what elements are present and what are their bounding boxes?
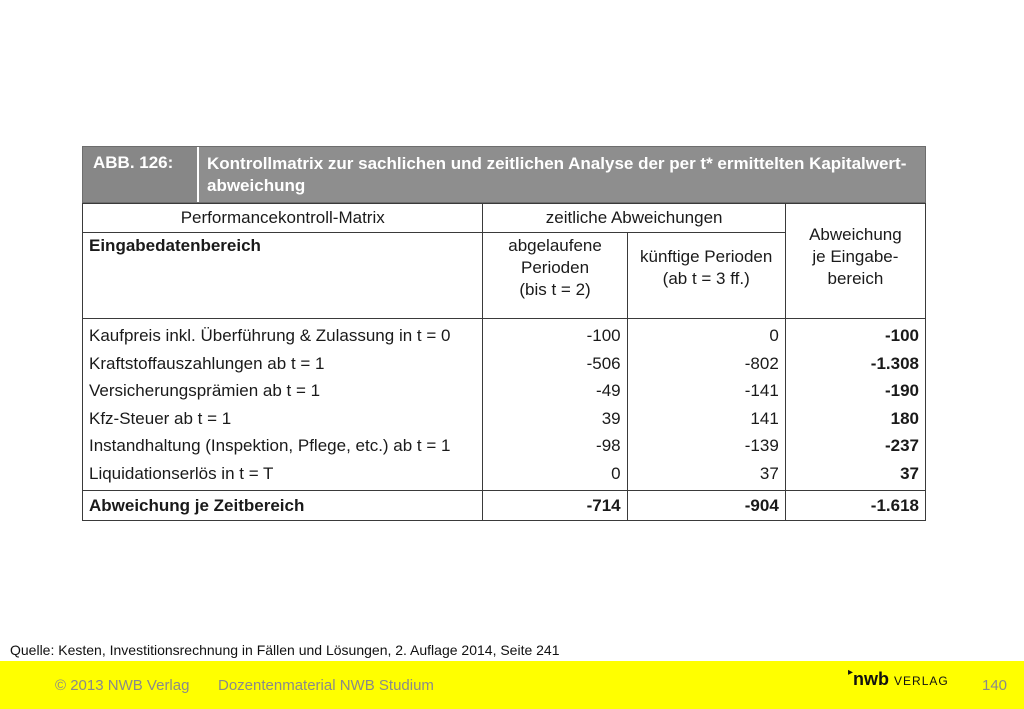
header-deviation <box>785 204 925 319</box>
logo-brand: nwb <box>853 669 890 689</box>
future-value: -139 <box>744 436 779 455</box>
row-label: Kaufpreis inkl. Überführung & Zulassung in t = 0 <box>89 326 451 345</box>
total-value: -100 <box>884 326 919 345</box>
past-value: -100 <box>586 326 621 345</box>
total-values <box>785 319 925 491</box>
total-value: -1.308 <box>870 353 919 373</box>
past-value: -98 <box>596 436 621 455</box>
future-value: -802 <box>744 353 779 373</box>
source-citation: Quelle: Kesten, Investitionsrechnung in Fällen und Lösungen, 2. Auflage 2014, Seite 241 <box>10 642 560 658</box>
material-text: Dozentenmaterial NWB Studium <box>218 677 434 694</box>
row-label: Instandhaltung (Inspektion, Pflege, etc.) ab t = 1 <box>89 436 451 455</box>
past-values <box>483 319 627 491</box>
total-row-past: -714 <box>483 491 627 521</box>
row-label: Liquidationserlös in t = T <box>89 463 274 483</box>
total-row-total: -1.618 <box>785 491 925 521</box>
page-number: 140 <box>982 677 1008 694</box>
future-value: 141 <box>750 408 779 428</box>
total-row-future: -904 <box>627 491 785 521</box>
future-value: -141 <box>744 381 779 400</box>
header-future-line: künftige Perioden <box>640 247 773 266</box>
total-row-label: Abweichung je Zeitbereich <box>83 491 483 521</box>
figure <box>82 146 926 521</box>
header-past-line: (bis t = 2) <box>519 280 591 299</box>
row-labels <box>83 319 483 491</box>
copyright-text: © 2013 NWB Verlag <box>55 677 190 694</box>
past-value: -49 <box>596 381 621 400</box>
header-future-line: (ab t = 3 ff.) <box>662 269 750 288</box>
header-input-area: Eingabedatenbereich <box>83 233 483 319</box>
header-matrix: Performancekontroll-Matrix <box>83 204 483 233</box>
past-value: 0 <box>611 463 621 483</box>
row-label: Kfz-Steuer ab t = 1 <box>89 408 232 428</box>
future-values <box>627 319 785 491</box>
header-past-line: abgelaufene <box>508 236 602 255</box>
nwb-logo <box>848 669 949 690</box>
total-value: 180 <box>890 408 919 428</box>
header-deviation-line: Abweichung <box>809 225 902 244</box>
past-value: -506 <box>586 353 621 373</box>
total-value: -190 <box>884 381 919 400</box>
figure-header <box>82 146 926 203</box>
footer-bar <box>0 661 1024 709</box>
header-deviation-line: bereich <box>827 269 884 288</box>
header-past <box>483 233 627 319</box>
future-value: 0 <box>769 326 779 345</box>
total-value: -237 <box>884 436 919 455</box>
table-body <box>83 319 926 491</box>
logo-verlag: VERLAG <box>894 674 949 688</box>
header-future <box>627 233 785 319</box>
header-time: zeitliche Abweichungen <box>483 204 785 233</box>
figure-title: Kontrollmatrix zur sachlichen und zeitlichen Analyse der per t* ermittelten Kapitalwert-abweichung <box>199 147 925 202</box>
figure-number: ABB. 126: <box>83 147 199 202</box>
control-matrix-table <box>82 203 926 521</box>
header-deviation-line: je Eingabe- <box>812 247 899 266</box>
total-row <box>83 491 926 521</box>
past-value: 39 <box>601 408 621 428</box>
header-past-line: Perioden <box>521 258 590 277</box>
row-label: Versicherungsprämien ab t = 1 <box>89 381 321 400</box>
total-value: 37 <box>900 463 919 483</box>
logo-arrow-icon: ▸ <box>848 667 854 678</box>
row-label: Kraftstoffauszahlungen ab t = 1 <box>89 353 325 373</box>
future-value: 37 <box>759 463 779 483</box>
